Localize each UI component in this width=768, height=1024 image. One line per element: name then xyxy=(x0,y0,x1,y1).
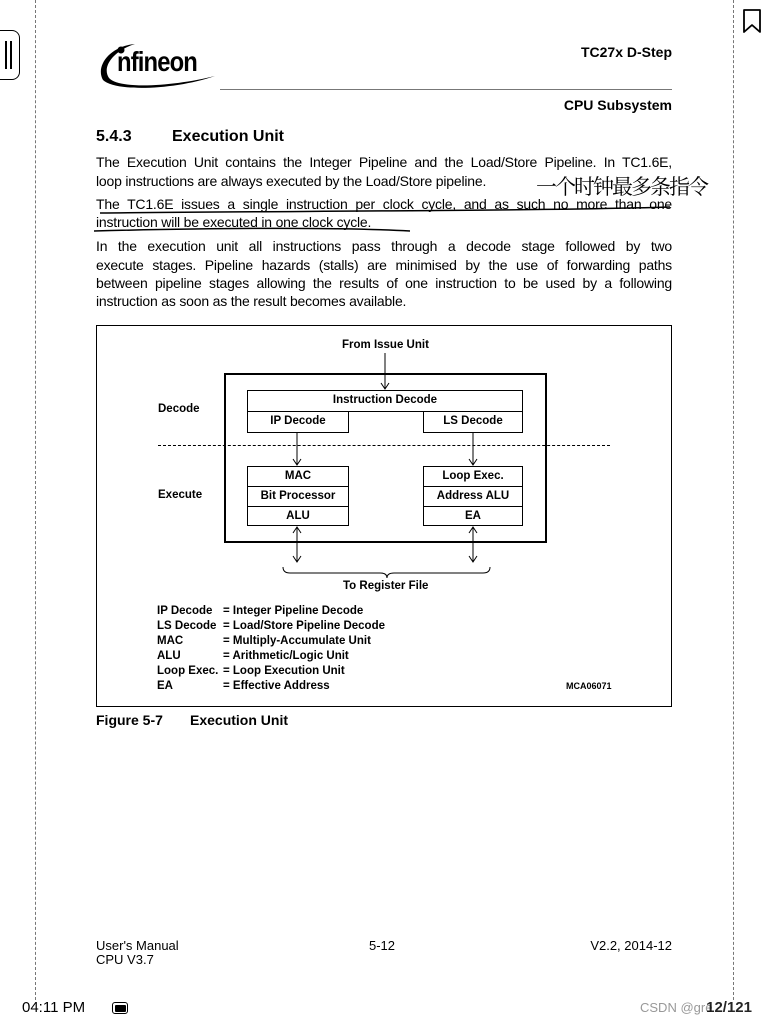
decode-label: Decode xyxy=(158,403,200,415)
paragraph-line: between pipeline stages allowing the results of one instruction to be used by a following xyxy=(96,275,672,291)
footer-page: 5-12 xyxy=(369,938,396,953)
product-name: TC27x D-Step xyxy=(580,44,672,60)
legend-def: = Loop Execution Unit xyxy=(223,665,345,677)
battery-icon xyxy=(112,1002,128,1014)
paragraph-line: execute stages. Pipeline hazards (stalls) are minimised by the use of forwarding paths xyxy=(96,257,672,273)
section-name: CPU Subsystem xyxy=(563,97,672,113)
to-register-label: To Register File xyxy=(343,580,429,592)
instruction-decode: Instruction Decode xyxy=(247,390,523,412)
section-number: 5.4.3 xyxy=(96,128,132,145)
figure-number: Figure 5-7 xyxy=(96,712,163,728)
infineon-logo: nfineon xyxy=(95,36,220,92)
ip-decode: IP Decode xyxy=(247,411,349,433)
right-unit: EA xyxy=(423,506,523,526)
right-unit: Loop Exec. xyxy=(423,466,523,487)
paragraph-line: loop instructions are always executed by the Load/Store pipeline. xyxy=(96,173,487,189)
legend-term: ALU xyxy=(157,650,181,662)
section-title: Execution Unit xyxy=(172,128,285,145)
footer-cpu: CPU V3.7 xyxy=(96,952,154,967)
figure-title: Execution Unit xyxy=(190,712,289,728)
footer-manual: User's Manual xyxy=(96,938,179,953)
paragraph-line: The TC1.6E issues a single instruction per clock cycle, and as such no more than one xyxy=(96,196,672,212)
left-unit: MAC xyxy=(247,466,349,487)
legend-def: = Arithmetic/Logic Unit xyxy=(223,650,349,662)
paragraph-line: In the execution unit all instructions pass through a decode stage followed by two xyxy=(96,238,672,254)
page-counter[interactable]: 12/121 xyxy=(706,999,752,1016)
footer-version: V2.2, 2014-12 xyxy=(590,938,672,953)
legend-def: = Load/Store Pipeline Decode xyxy=(223,620,385,632)
paragraph-line: instruction as soon as the result becomes available. xyxy=(96,293,407,309)
legend-def: = Effective Address xyxy=(223,680,330,692)
legend-def: = Integer Pipeline Decode xyxy=(223,605,364,617)
legend-term: LS Decode xyxy=(157,620,217,632)
from-issue-label: From Issue Unit xyxy=(342,339,429,351)
legend-term: MAC xyxy=(157,635,184,647)
legend-def: = Multiply-Accumulate Unit xyxy=(223,635,371,647)
execute-label: Execute xyxy=(158,489,203,501)
ls-decode: LS Decode xyxy=(423,411,523,433)
paragraph-line: The Execution Unit contains the Integer Pipeline and the Load/Store Pipeline. In TC1.6E, xyxy=(96,154,672,170)
watermark: CSDN @gre xyxy=(640,1000,713,1015)
legend-term: IP Decode xyxy=(157,605,213,617)
right-unit: Address ALU xyxy=(423,486,523,507)
left-unit: Bit Processor xyxy=(247,486,349,507)
left-unit: ALU xyxy=(247,506,349,526)
legend-term: Loop Exec. xyxy=(157,665,219,677)
paragraph-line: instruction will be executed in one clock cycle. xyxy=(96,214,372,230)
legend-term: EA xyxy=(157,680,173,692)
clock: 04:11 PM xyxy=(22,999,86,1016)
handwritten-annotation: 一个时钟最多条指令 xyxy=(536,175,707,199)
figure-code: MCA06071 xyxy=(566,681,612,691)
